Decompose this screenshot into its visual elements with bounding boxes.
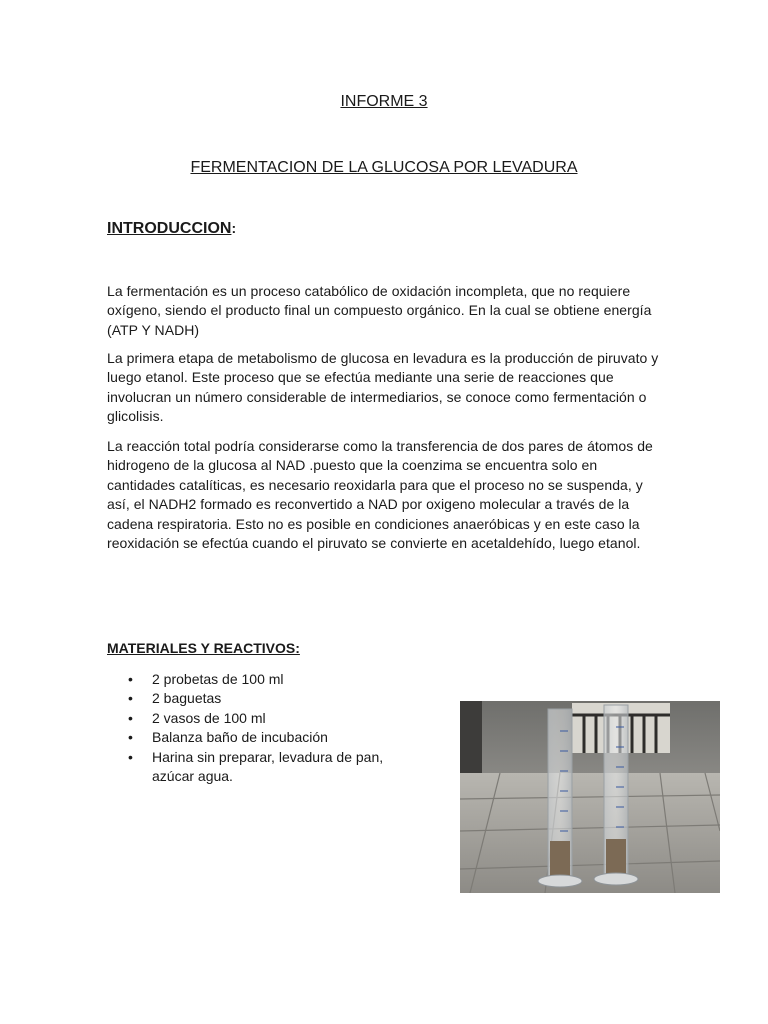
document-title: INFORME 3 xyxy=(340,93,428,110)
graduated-cylinders-photo-icon xyxy=(460,701,720,893)
paragraph-2: La primera etapa de metabolismo de glucosa en levadura es la producción de piruvato y luego etanol. Este proceso que se efectúa mediante una serie de reacciones que involucran un número considerable de intermediarios, se conoce como fermentación o glicolisis. xyxy=(107,350,659,425)
list-item xyxy=(107,709,427,728)
list-item-text: 2 probetas de 100 ml xyxy=(152,671,284,687)
paragraph-3: La reacción total podría considerarse como la transferencia de dos pares de átomos de hidrogeno de la glucosa al NAD .puesto que la coenzima se encuentra solo en cantidades catalíticas, es necesario reoxidarla para que el proceso no se suspenda, y así, el NADH2 formado es reconvertido a NAD por oxigeno molecular a través de la cadena respiratoria. Esto no es posible en condiciones anaeróbicas y en este caso la reoxidación se efectúa cuando el piruvato se convierte en acetaldehído, luego etanol. xyxy=(107,438,653,552)
paragraph-1: La fermentación es un proceso catabólico de oxidación incompleta, que no requiere oxígeno, siendo el producto final un compuesto orgánico. En la cual se obtiene energía (ATP Y NADH) xyxy=(107,283,652,338)
list-item xyxy=(107,748,427,787)
lab-photo xyxy=(460,701,720,893)
introduction-heading-colon: : xyxy=(231,220,237,236)
introduction-heading xyxy=(107,220,236,238)
introduction-heading-text: INTRODUCCION xyxy=(107,220,232,237)
list-item-text: Harina sin preparar, levadura de pan, azúcar agua. xyxy=(152,748,384,785)
list-item xyxy=(107,689,427,708)
list-item xyxy=(107,728,427,747)
bullet-icon: • xyxy=(128,748,133,765)
bullet-icon: • xyxy=(128,729,133,746)
list-item-text: 2 baguetas xyxy=(152,690,222,707)
list-item-text: Balanza baño de incubación xyxy=(152,729,328,746)
bullet-icon: • xyxy=(128,709,133,726)
list-item xyxy=(107,670,427,689)
materials-heading: MATERIALES Y REACTIVOS: xyxy=(107,640,300,656)
bullet-icon: • xyxy=(128,690,133,707)
bullet-icon: • xyxy=(128,671,133,687)
list-item-text: 2 vasos de 100 ml xyxy=(152,709,266,726)
materials-list xyxy=(107,670,427,786)
document-subtitle: FERMENTACION DE LA GLUCOSA POR LEVADURA xyxy=(190,159,578,176)
